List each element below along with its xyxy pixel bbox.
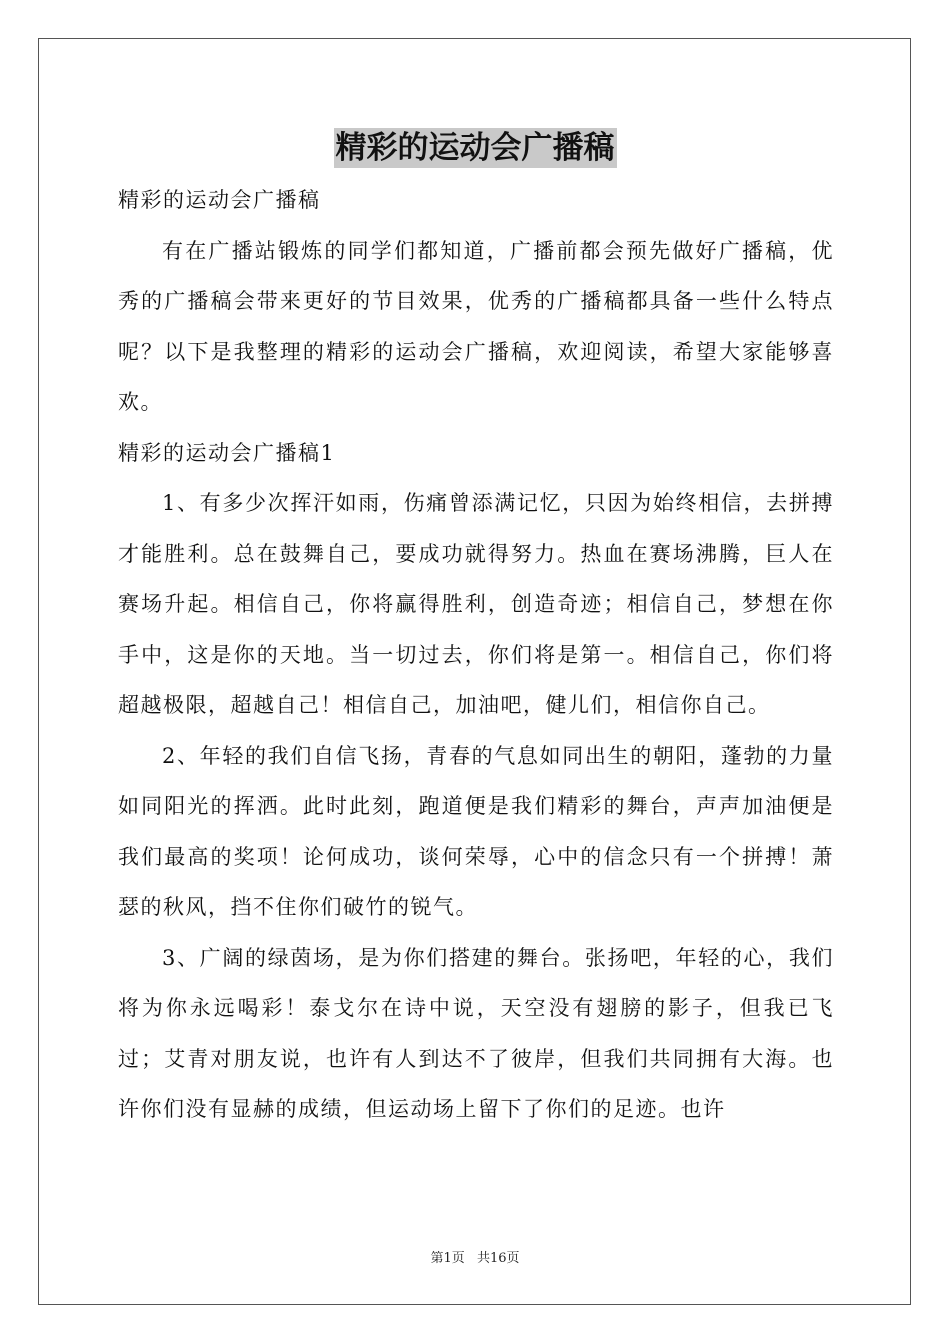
- intro-paragraph: 有在广播站锻炼的同学们都知道，广播前都会预先做好广播稿，优秀的广播稿会带来更好的节目效果，优秀的广播稿都具备一些什么特点呢？以下是我整理的精彩的运动会广播稿，欢迎阅读，希望大家能够喜欢。: [118, 238, 834, 414]
- body-paragraph-1: 1、有多少次挥汗如雨，伤痛曾添满记忆，只因为始终相信，去拼搏才能胜利。总在鼓舞自己，要成功就得努力。热血在赛场沸腾，巨人在赛场升起。相信自己，你将赢得胜利，创造奇迹；相信自己，梦想在你手中，这是你的天地。当一切过去，你们将是第一。相信自己，你们将超越极限，超越自己！相信自己，加油吧，健儿们，相信你自己。: [118, 491, 834, 717]
- page-total: 共16页: [476, 1251, 520, 1266]
- title-container: [0, 128, 950, 168]
- section-heading: 精彩的运动会广播稿1: [118, 440, 336, 465]
- body-paragraph-2: 2、年轻的我们自信飞扬，青春的气息如同出生的朝阳，蓬勃的力量如同阳光的挥洒。此时此刻，跑道便是我们精彩的舞台，声声加油便是我们最高的奖项！论何成功，谈何荣辱，心中的信念只有一个拼搏！萧瑟的秋风，挡不住你们破竹的锐气。: [118, 743, 834, 919]
- document-title: 精彩的运动会广播稿: [335, 130, 615, 166]
- page-number: 第1页: [430, 1251, 465, 1266]
- body-paragraph-3: 3、广阔的绿茵场，是为你们搭建的舞台。张扬吧，年轻的心，我们将为你永远喝彩！泰戈尔在诗中说，天空没有翅膀的影子，但我已飞过；艾青对朋友说，也许有人到达不了彼岸，但我们共同拥有大海。也许你们没有显赫的成绩，但运动场上留下了你们的足迹。也许: [118, 945, 834, 1121]
- page-footer: [0, 1247, 950, 1266]
- subtitle: 精彩的运动会广播稿: [118, 188, 321, 212]
- document-body: [118, 175, 834, 1135]
